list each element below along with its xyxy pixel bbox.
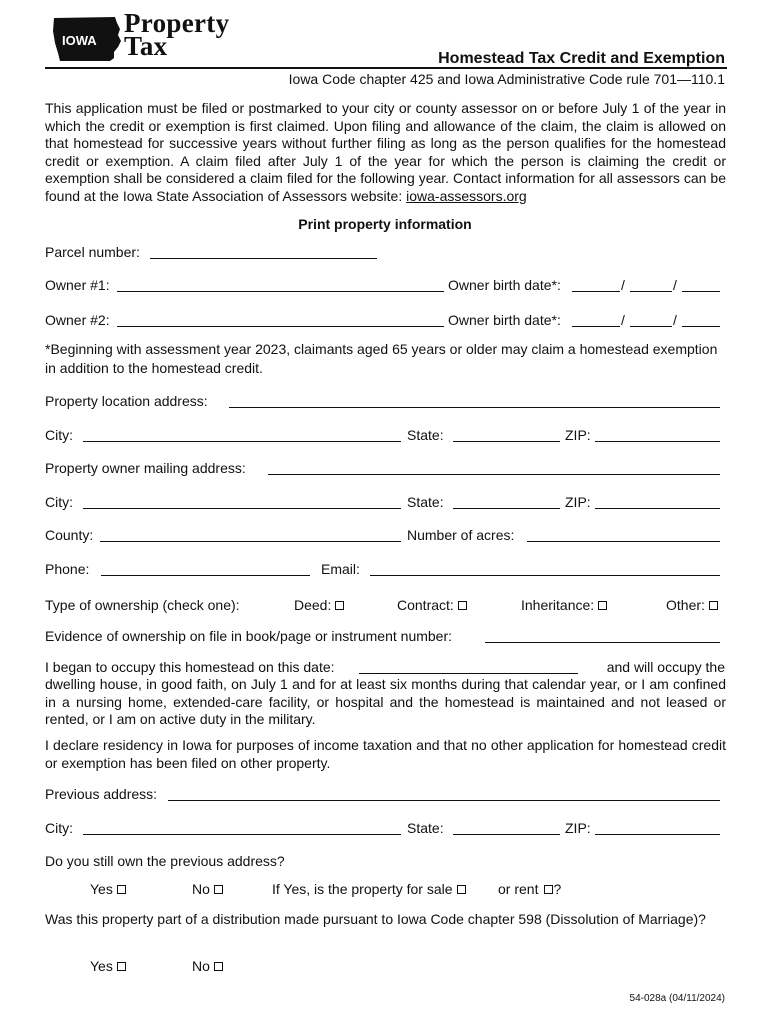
- header-divider: [45, 67, 727, 69]
- still-own-yes-checkbox[interactable]: [117, 885, 126, 894]
- slash: /: [621, 312, 625, 328]
- contract-checkbox[interactable]: [458, 601, 467, 610]
- email-label: Email:: [321, 561, 360, 577]
- occupy-label: I began to occupy this homestead on this date:: [45, 659, 335, 675]
- parcel-number-field[interactable]: [150, 258, 377, 259]
- still-own-no-option[interactable]: [192, 881, 223, 898]
- county-field[interactable]: [100, 541, 401, 542]
- property-location-field[interactable]: [229, 407, 720, 408]
- acres-label: Number of acres:: [407, 527, 515, 543]
- owner2-field[interactable]: [117, 326, 444, 327]
- slash: /: [673, 277, 677, 293]
- inheritance-checkbox[interactable]: [598, 601, 607, 610]
- county-label: County:: [45, 527, 94, 543]
- owner1-birth-day[interactable]: [630, 291, 672, 292]
- no-label: No: [192, 881, 210, 897]
- mailing-address-field[interactable]: [268, 474, 720, 475]
- previous-label: Previous address:: [45, 786, 158, 802]
- occupy-paragraph: dwelling house, in good faith, on July 1 and for at least six months during that calendar year, or I am confined in a nursing home, extended-care facility, or hospital and the homestead is maintained and not leased or rented, or I am on active duty in the military.: [45, 676, 726, 728]
- or-rent-label: or rent: [498, 881, 539, 897]
- location-label: Property location address:: [45, 393, 208, 409]
- deed-option[interactable]: [294, 597, 344, 614]
- inheritance-option[interactable]: [521, 597, 607, 614]
- logo-wordmark: [124, 8, 230, 61]
- owner1-label: Owner #1:: [45, 277, 110, 293]
- distribution-yes-option[interactable]: [90, 958, 126, 975]
- mailing-state-field[interactable]: [453, 508, 560, 509]
- distribution-no-option[interactable]: [192, 958, 223, 975]
- phone-field[interactable]: [101, 575, 310, 576]
- previous-zip-field[interactable]: [595, 834, 720, 835]
- still-own-question: Do you still own the previous address?: [45, 853, 285, 869]
- intro-text: This application must be filed or postmarked to your city or county assessor on or before July 1 of the year in which the credit or exemption is first claimed. Upon filing and allowance of the claim, the claim is allowed on that homestead for successive years without further filing as long as the person qualifies for the homestead credit or exemption. A claim filed after July 1 of the year for which the person is claiming the credit or exemption shall be considered a claim filed for the following year. Contact information for all assessors can be found at the Iowa State Association of Assessors website:: [45, 100, 726, 204]
- other-label: Other:: [666, 597, 705, 613]
- assessors-website-link[interactable]: iowa-assessors.org: [406, 187, 527, 204]
- contract-option[interactable]: [397, 597, 467, 614]
- deed-label: Deed:: [294, 597, 332, 613]
- mailing-label: Property owner mailing address:: [45, 460, 246, 476]
- phone-label: Phone:: [45, 561, 90, 577]
- if-yes-label: If Yes, is the property for sale: [272, 881, 453, 897]
- owner2-label: Owner #2:: [45, 312, 110, 328]
- state-label: State:: [407, 820, 444, 836]
- location-state-field[interactable]: [453, 441, 560, 442]
- form-number: 54-028a (04/11/2024): [629, 993, 725, 1004]
- zip-label: ZIP:: [565, 494, 591, 510]
- section-title: Print property information: [298, 216, 472, 232]
- owner1-birth-label: Owner birth date*:: [448, 277, 561, 293]
- still-own-yes-option[interactable]: [90, 881, 126, 898]
- zip-label: ZIP:: [565, 820, 591, 836]
- contract-label: Contract:: [397, 597, 454, 613]
- yes-label: Yes: [90, 881, 113, 897]
- form-subtitle: Iowa Code chapter 425 and Iowa Administrative Code rule 701—110.1: [288, 71, 725, 87]
- owner2-birth-month[interactable]: [572, 326, 620, 327]
- mailing-city-field[interactable]: [83, 508, 401, 509]
- state-label: State:: [407, 494, 444, 510]
- owner2-birth-year[interactable]: [682, 326, 720, 327]
- for-sale-checkbox[interactable]: [457, 885, 466, 894]
- deed-checkbox[interactable]: [335, 601, 344, 610]
- distribution-question: Was this property part of a distribution made pursuant to Iowa Code chapter 598 (Dissolution of Marriage)?: [45, 911, 706, 927]
- for-rent-option[interactable]: [498, 881, 561, 898]
- question-mark: ?: [553, 881, 562, 897]
- evidence-field[interactable]: [485, 642, 720, 643]
- owner2-birth-day[interactable]: [630, 326, 672, 327]
- zip-label: ZIP:: [565, 427, 591, 443]
- location-city-field[interactable]: [83, 441, 401, 442]
- city-label: City:: [45, 494, 73, 510]
- state-label: State:: [407, 427, 444, 443]
- logo-line2: Tax: [124, 31, 168, 61]
- city-label: City:: [45, 427, 73, 443]
- previous-city-field[interactable]: [83, 834, 401, 835]
- yes-label: Yes: [90, 958, 113, 974]
- occupy-date-field[interactable]: [359, 673, 578, 674]
- occupy-end-label: and will occupy the: [606, 659, 725, 675]
- acres-field[interactable]: [527, 541, 720, 542]
- age-note: *Beginning with assessment year 2023, claimants aged 65 years or older may claim a homestead exemption in addition to the homestead credit.: [45, 341, 718, 376]
- distribution-yes-checkbox[interactable]: [117, 962, 126, 971]
- slash: /: [621, 277, 625, 293]
- distribution-no-checkbox[interactable]: [214, 962, 223, 971]
- slash: /: [673, 312, 677, 328]
- ownership-type-label: Type of ownership (check one):: [45, 597, 240, 613]
- other-option[interactable]: [666, 597, 718, 614]
- logo-state-text: IOWA: [62, 33, 97, 48]
- owner1-birth-year[interactable]: [682, 291, 720, 292]
- no-label: No: [192, 958, 210, 974]
- for-sale-option[interactable]: [272, 881, 466, 898]
- evidence-label: Evidence of ownership on file in book/page or instrument number:: [45, 628, 453, 644]
- still-own-no-checkbox[interactable]: [214, 885, 223, 894]
- residency-paragraph: I declare residency in Iowa for purposes of income taxation and that no other application for homestead credit or exemption has been filed on other property.: [45, 737, 726, 771]
- other-checkbox[interactable]: [709, 601, 718, 610]
- logo-line1: Property: [124, 8, 230, 38]
- city-label: City:: [45, 820, 73, 836]
- intro-paragraph: [45, 100, 726, 206]
- iowa-state-logo: [52, 15, 122, 63]
- parcel-label: Parcel number:: [45, 244, 140, 260]
- previous-state-field[interactable]: [453, 834, 560, 835]
- form-title: Homestead Tax Credit and Exemption: [438, 50, 725, 67]
- owner2-birth-label: Owner birth date*:: [448, 312, 561, 328]
- email-field[interactable]: [370, 575, 720, 576]
- owner1-field[interactable]: [117, 291, 444, 292]
- location-zip-field[interactable]: [595, 441, 720, 442]
- mailing-zip-field[interactable]: [595, 508, 720, 509]
- owner1-birth-month[interactable]: [572, 291, 620, 292]
- previous-address-field[interactable]: [168, 800, 720, 801]
- inheritance-label: Inheritance:: [521, 597, 595, 613]
